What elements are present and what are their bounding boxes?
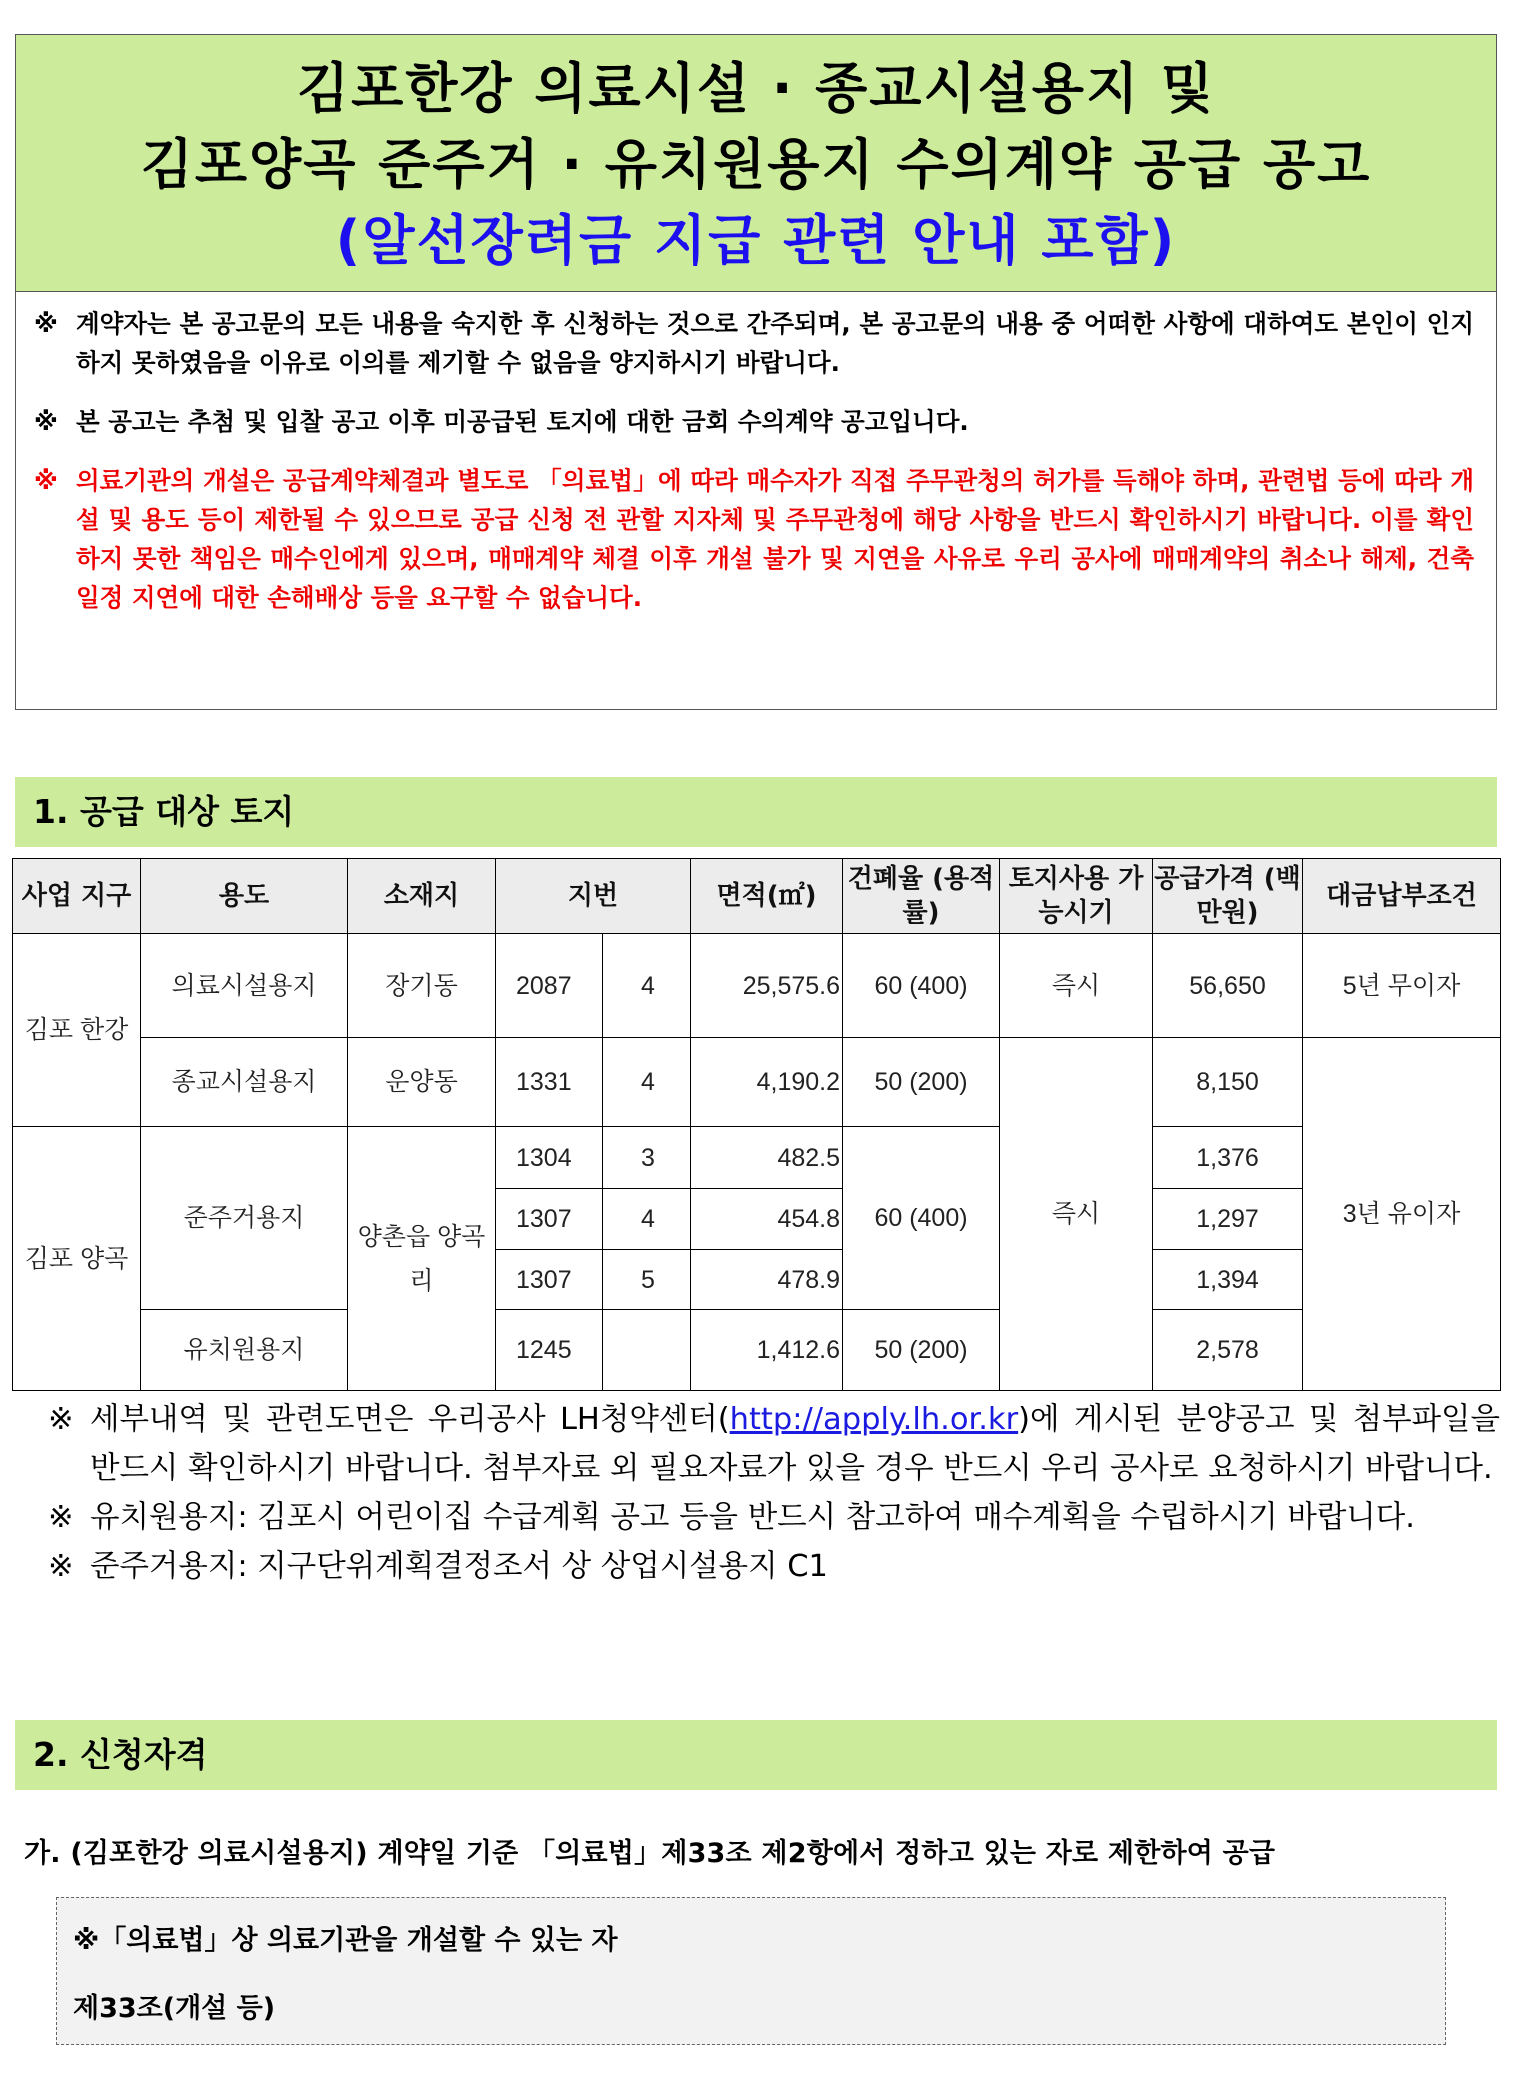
announcement-header-box [15,34,1497,710]
cell-ratio: 50 (200) [843,1310,1000,1391]
cell-payment: 3년 유이자 [1303,1038,1501,1391]
cell-district: 김포 한강 [13,934,141,1127]
header-district: 사업 지구 [13,859,141,934]
cell-lot-number: 4 [603,934,691,1038]
reference-mark: ※ [48,1500,74,1535]
cell-payment: 5년 무이자 [1303,934,1501,1038]
reference-mark: ※ [34,466,58,495]
reference-mark: ※ [48,1402,74,1437]
cell-use: 의료시설용지 [141,934,348,1038]
note-item [48,1493,1500,1542]
cell-lot-number: 3 [603,1127,691,1189]
header-ratio: 건폐율 (용적률) [843,859,1000,934]
supply-land-table [12,858,1501,1391]
cell-ratio: 60 (400) [843,934,1000,1038]
cell-price: 2,578 [1153,1310,1303,1391]
table-header-row [13,859,1501,934]
cell-available: 즉시 [1000,934,1153,1038]
table-row [13,1310,1501,1391]
header-price: 공급가격 (백만원) [1153,859,1303,934]
header-lot: 지번 [496,859,691,934]
reference-mark: ※ [48,1549,74,1584]
cell-available: 즉시 [1000,1038,1153,1391]
cell-use: 유치원용지 [141,1310,348,1391]
cell-area: 25,575.6 [691,934,843,1038]
title-line-1: 김포한강 의료시설 · 종교시설용지 및 [296,57,1216,120]
note-text-part: 세부내역 및 관련도면은 우리공사 LH청약센터( [90,1402,730,1437]
cell-price: 1,376 [1153,1127,1303,1189]
cell-location: 장기동 [348,934,496,1038]
law-box-line-1: ※「의료법」상 의료기관을 개설할 수 있는 자 [73,1925,618,1956]
cell-ratio: 60 (400) [843,1127,1000,1310]
cell-area: 454.8 [691,1189,843,1250]
table-row [13,934,1501,1038]
medical-law-excerpt-box [56,1897,1446,2045]
note-text: 준주거용지: 지구단위계획결정조서 상 상업시설용지 C1 [90,1549,828,1584]
title-line-2: 김포양곡 준주거 · 유치원용지 수의계약 공급 공고 [140,133,1372,196]
cell-lot-number: 4 [603,1038,691,1127]
cell-lot: 1331 [496,1038,603,1127]
header-available: 토지사용 가능시기 [1000,859,1153,934]
cell-lot: 1245 [496,1310,603,1391]
qualification-item-a: 가. (김포한강 의료시설용지) 계약일 기준 「의료법」제33조 제2항에서 정하고 있는 자로 제한하여 공급 [24,1838,1276,1869]
cell-area: 482.5 [691,1127,843,1189]
cell-use: 준주거용지 [141,1127,348,1310]
cell-lot: 1307 [496,1250,603,1310]
notice-item-warning [34,461,1474,617]
cell-location: 운양동 [348,1038,496,1127]
cell-location: 양촌읍 양곡리 [348,1127,496,1391]
title-band [16,35,1496,292]
cell-lot: 2087 [496,934,603,1038]
section-heading-supply-land: 1. 공급 대상 토지 [15,777,1497,847]
cell-lot-number: 5 [603,1250,691,1310]
notice-item [34,402,1474,441]
lh-apply-center-link[interactable]: http://apply.lh.or.kr [729,1402,1019,1437]
table-row [13,1127,1501,1189]
note-text: 유치원용지: 김포시 어린이집 수급계획 공고 등을 반드시 참고하여 매수계획을 수립하시기 바랍니다. [90,1500,1415,1535]
table-row [13,1038,1501,1127]
note-item [48,1542,1500,1591]
cell-area: 478.9 [691,1250,843,1310]
cell-district: 김포 양곡 [13,1127,141,1391]
reference-mark: ※ [34,407,58,436]
cell-price: 56,650 [1153,934,1303,1038]
section-heading-qualification: 2. 신청자격 [15,1720,1497,1790]
cell-lot: 1307 [496,1189,603,1250]
cell-lot-number: 4 [603,1189,691,1250]
cell-lot: 1304 [496,1127,603,1189]
note-text-part: )에 게시된 분양공고 및 첨부파일을 반드시 확인하시기 바랍니다. 첨부자료 외 필요자료가 있을 경우 반드시 우리 공사로 요청하시기 바랍니다. [90,1402,1500,1486]
header-use: 용도 [141,859,348,934]
header-area: 면적(㎡) [691,859,843,934]
notice-text: 의료기관의 개설은 공급계약체결과 별도로 「의료법」에 따라 매수자가 직접 주무관청의 허가를 득해야 하며, 관련법 등에 따라 개설 및 용도 등이 제한될 수 있으므로 공급 신청 전 관할 지자체 및 주무관청에 해당 사항을 반드시 확인하시기 바랍니다. 이를 확인하지 못한 책임은 매수인에게 있으며, 매매계약 체결 이후 개설 불가 및 지연을 사유로 우리 공사에 매매계약의 취소나 해제, 건축일정 지연에 대한 손해배상 등을 요구할 수 없습니다. [76,466,1474,612]
notice-text: 계약자는 본 공고문의 모든 내용을 숙지한 후 신청하는 것으로 간주되며, 본 공고문의 내용 중 어떠한 사항에 대하여도 본인이 인지하지 못하였음을 이유로 이의를 제기할 수 없음을 양지하시기 바랍니다. [76,309,1474,377]
notice-item [34,304,1474,382]
header-location: 소재지 [348,859,496,934]
notice-list [16,292,1496,617]
title-line-3: (알선장려금 지급 관련 안내 포함) [335,209,1177,272]
cell-area: 1,412.6 [691,1310,843,1391]
note-item [48,1395,1500,1493]
cell-area: 4,190.2 [691,1038,843,1127]
reference-mark: ※ [34,309,58,338]
notice-text: 본 공고는 추첨 및 입찰 공고 이후 미공급된 토지에 대한 금회 수의계약 공고입니다. [76,407,969,436]
cell-ratio: 50 (200) [843,1038,1000,1127]
header-payment: 대금납부조건 [1303,859,1501,934]
cell-price: 1,394 [1153,1250,1303,1310]
cell-use: 종교시설용지 [141,1038,348,1127]
table-notes [48,1395,1500,1591]
law-box-line-2: 제33조(개설 등) [73,1993,276,2024]
cell-price: 1,297 [1153,1189,1303,1250]
cell-price: 8,150 [1153,1038,1303,1127]
note-text [90,1395,1500,1493]
cell-lot-number [603,1310,691,1391]
